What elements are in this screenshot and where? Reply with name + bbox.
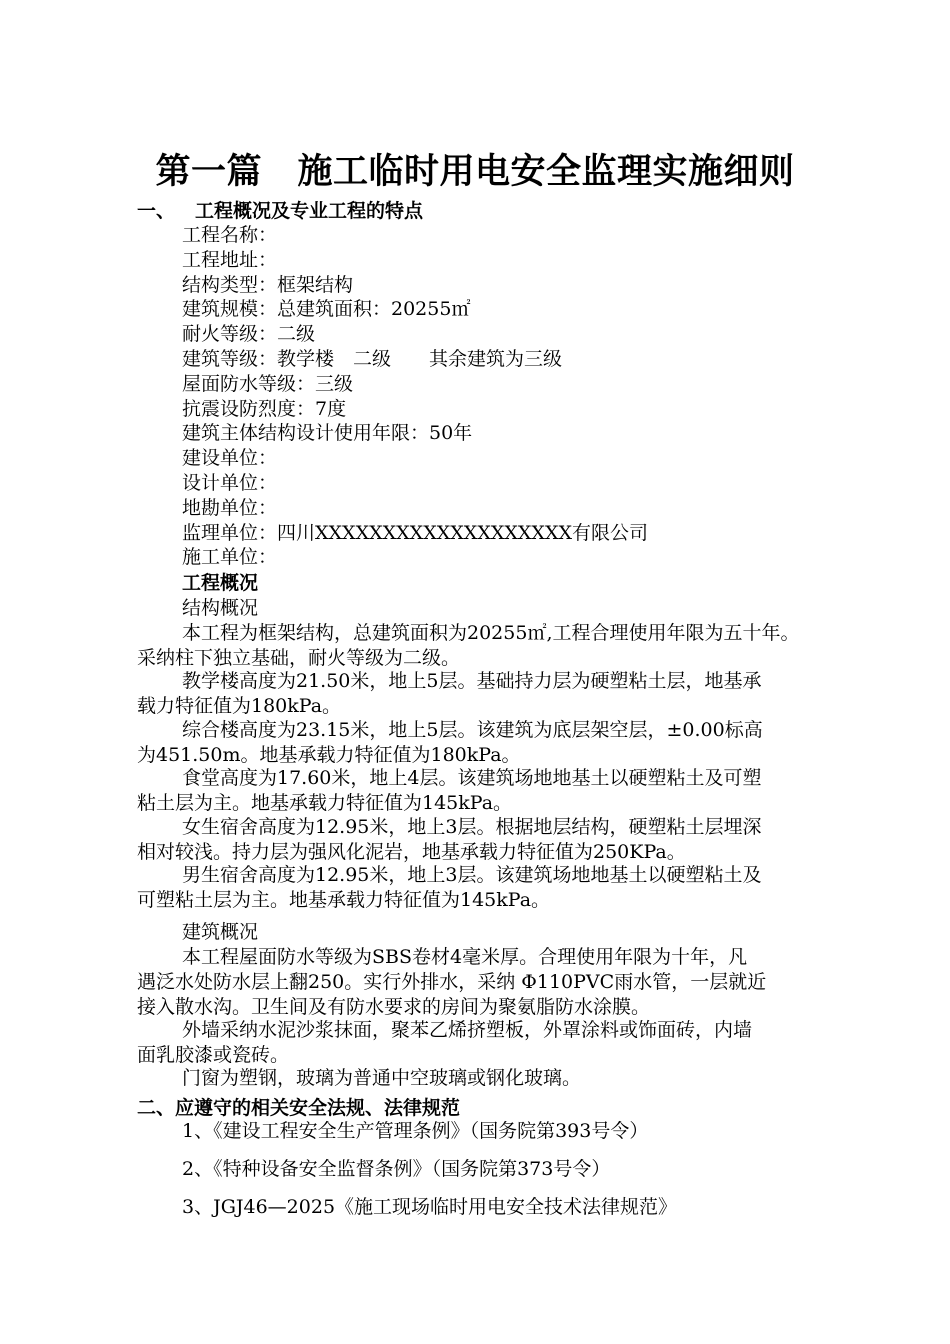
paragraph-line: 接入散水沟。卫生间及有防水要求的房间为聚氨脂防水涂膜。 (137, 996, 651, 1018)
section-2-heading: 二、应遵守的相关安全法规、法律规范 (137, 1097, 461, 1119)
paragraph-line: 外墙采纳水泥沙浆抹面，聚苯乙烯挤塑板，外罩涂料或饰面砖，内墙 (182, 1018, 753, 1041)
body-paragraph (137, 669, 877, 719)
paragraph-line: 女生宿舍高度为12.95米，地上3层。根据地层结构，硬塑粘土层埋深 (182, 815, 762, 838)
project-info-field: 建筑规模：总建筑面积：20255㎡ (182, 298, 471, 321)
building-heading: 建筑概况 (182, 921, 259, 943)
structure-heading: 结构概况 (182, 597, 259, 619)
project-info-field: 建设单位： (182, 447, 278, 470)
body-paragraph (137, 815, 877, 865)
body-paragraph (137, 945, 877, 1020)
body-paragraph (137, 863, 877, 913)
body-paragraph (137, 621, 877, 671)
body-paragraph (137, 718, 877, 768)
paragraph-line: 本工程为框架结构，总建筑面积为20255㎡,工程合理使用年限为五十年。 (182, 622, 800, 644)
overview-heading: 工程概况 (182, 572, 259, 594)
paragraph-line: 门窗为塑钢，玻璃为普通中空玻璃或钢化玻璃。 (182, 1067, 582, 1089)
project-info-field: 建筑主体结构设计使用年限：50年 (182, 422, 473, 445)
body-paragraph (137, 1066, 877, 1091)
regulation-item: 2、《特种设备安全监督条例》（国务院第373号令） (182, 1158, 611, 1180)
project-info-field: 工程地址： (182, 248, 278, 271)
project-info-field: 地勘单位： (182, 496, 278, 519)
body-paragraph (137, 1018, 877, 1068)
project-info-field: 施工单位： (182, 546, 278, 569)
project-info-field: 建筑等级：教学楼 二级 其余建筑为三级 (182, 348, 563, 370)
paragraph-line: 教学楼高度为21.50米，地上5层。基础持力层为硬塑粘土层，地基承 (182, 670, 762, 693)
project-info-field: 屋面防水等级：三级 (182, 372, 354, 395)
paragraph-line: 为451.50m。地基承载力特征值为180kPa。 (137, 743, 521, 766)
paragraph-line: 可塑粘土层为主。地基承载力特征值为145kPa。 (137, 889, 551, 911)
paragraph-line: 遇泛水处防水层上翻250。实行外排水，采纳 Φ110PVC雨水管，一层就近 (137, 971, 767, 993)
paragraph-line: 食堂高度为17.60米，地上4层。该建筑场地地基土以硬塑粘土及可塑 (182, 767, 762, 790)
project-info-field: 抗震设防烈度：7度 (182, 397, 347, 420)
body-paragraph (137, 766, 877, 816)
project-info-field: 监理单位：四川XXXXXXXXXXXXXXXXXXX有限公司 (182, 521, 649, 544)
project-info-field: 耐火等级：二级 (182, 323, 316, 346)
paragraph-line: 采纳柱下独立基础，耐火等级为二级。 (137, 647, 461, 669)
paragraph-line: 面乳胶漆或瓷砖。 (137, 1043, 290, 1066)
section-1-title: 工程概况及专业工程的特点 (195, 200, 424, 222)
paragraph-line: 相对较浅。持力层为强风化泥岩，地基承载力特征值为250KPa。 (137, 840, 686, 863)
regulation-item: 3、JGJ46—2025《施工现场临时用电安全技术法律规范》 (182, 1196, 678, 1218)
page-title: 第一篇 施工临时用电安全监理实施细则 (155, 152, 795, 192)
paragraph-line: 载力特征值为180kPa。 (137, 695, 342, 718)
project-info-field: 工程名称： (182, 224, 278, 246)
regulation-item: 1、《建设工程安全生产管理条例》（国务院第393号令） (182, 1120, 649, 1142)
project-info-field: 设计单位： (182, 472, 278, 494)
paragraph-line: 综合楼高度为23.15米，地上5层。该建筑为底层架空层，±0.00标高 (182, 718, 763, 741)
paragraph-line: 粘土层为主。地基承载力特征值为145kPa。 (137, 792, 513, 815)
paragraph-line: 男生宿舍高度为12.95米，地上3层。该建筑场地地基土以硬塑粘土及 (182, 864, 762, 886)
section-1-heading (137, 199, 423, 223)
project-info-field: 结构类型：框架结构 (182, 273, 354, 296)
paragraph-line: 本工程屋面防水等级为SBS卷材4毫米厚。合理使用年限为十年，凡 (182, 946, 748, 968)
section-1-number: 一、 (137, 200, 176, 222)
